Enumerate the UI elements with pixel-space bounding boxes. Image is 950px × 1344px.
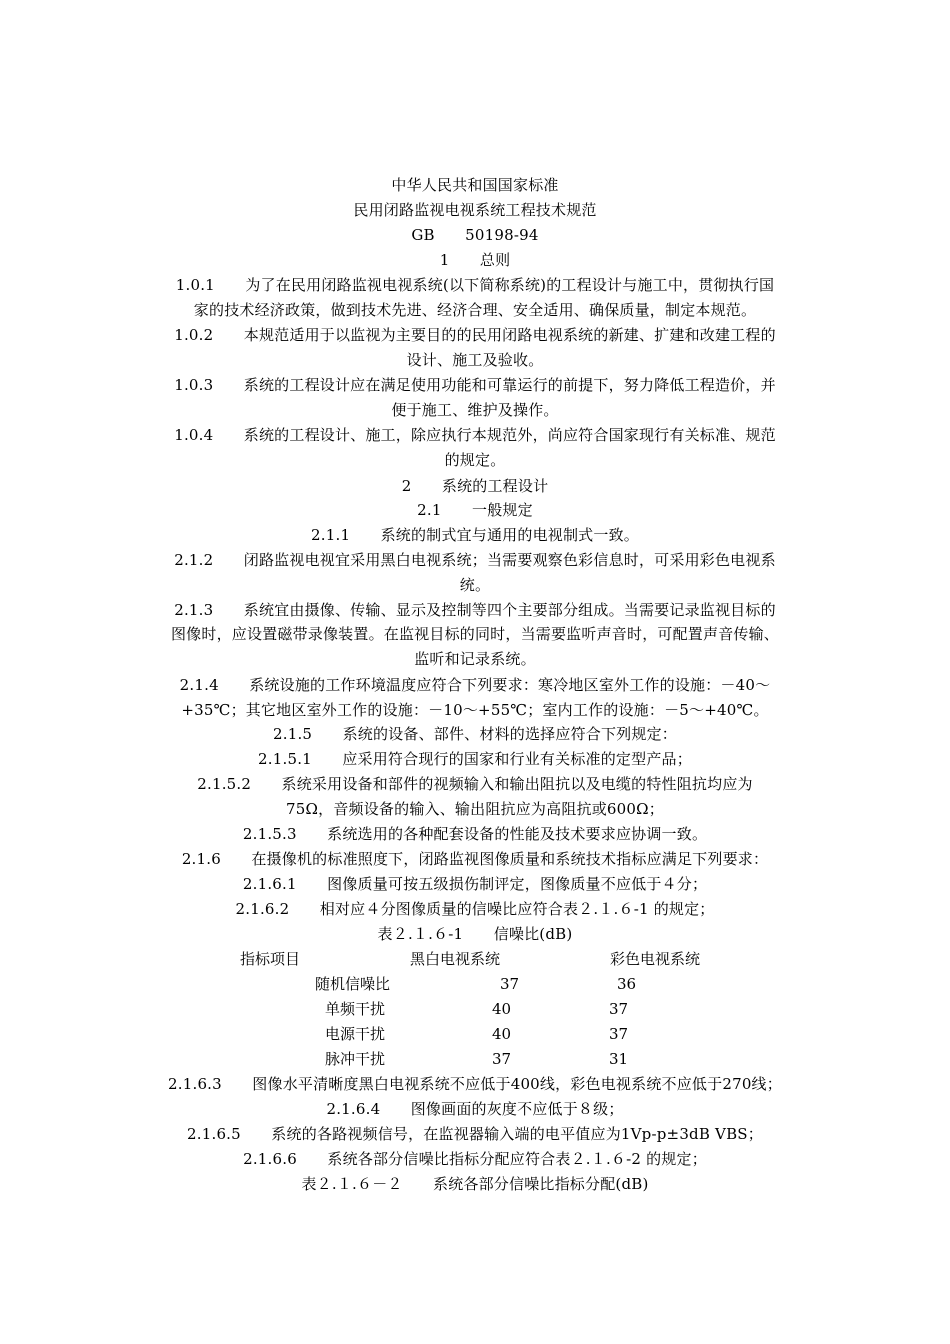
clause-1-0-1-line1: 1.0.1 为了在民用闭路监视电视系统(以下简称系统)的工程设计与施工中，贯彻执行国 bbox=[175, 276, 775, 294]
clause-2-1-6-6: 2.1.6.6 系统各部分信噪比指标分配应符合表２.１.６-2 的规定； bbox=[243, 1150, 707, 1168]
chapter-2-title: 2 系统的工程设计 bbox=[401, 477, 549, 495]
table-row-label: 单频干扰 bbox=[325, 1000, 386, 1018]
clause-2-1-5-1: 2.1.5.1 应采用符合现行的国家和行业有关标准的定型产品； bbox=[258, 750, 692, 768]
clause-2-1-5-3: 2.1.5.3 系统选用的各种配套设备的性能及技术要求应协调一致。 bbox=[242, 825, 708, 843]
clause-1-0-1-line2: 家的技术经济政策，做到技术先进、经济合理、安全适用、确保质量，制定本规范。 bbox=[193, 301, 757, 319]
clause-1-0-2-line2: 设计、施工及验收。 bbox=[406, 351, 544, 369]
clause-2-1-3-line2: 图像时，应设置磁带录像装置。在监视目标的同时，当需要监听声音时，可配置声音传输、 bbox=[170, 625, 779, 643]
table-row-color: 31 bbox=[609, 1050, 629, 1068]
clause-2-1-6: 2.1.6 在摄像机的标准照度下，闭路监视图像质量和系统技术指标应满足下列要求： bbox=[181, 850, 769, 868]
clause-1-0-2-line1: 1.0.2 本规范适用于以监视为主要目的的民用闭路电视系统的新建、扩建和改建工程的 bbox=[174, 326, 776, 344]
table-2-caption: 表２.１.６－２ 系统各部分信噪比指标分配(dB) bbox=[301, 1175, 649, 1193]
clause-2-1-1: 2.1.1 系统的制式宜与通用的电视制式一致。 bbox=[311, 526, 639, 544]
table-row-color: 37 bbox=[609, 1025, 629, 1043]
clause-2-1-3-line1: 2.1.3 系统宜由摄像、传输、显示及控制等四个主要部分组成。当需要记录监视目标的 bbox=[174, 601, 776, 619]
table-row-bw: 40 bbox=[492, 1000, 512, 1018]
table-row-label: 电源干扰 bbox=[325, 1025, 386, 1043]
doc-title: 民用闭路监视电视系统工程技术规范 bbox=[353, 201, 597, 219]
clause-1-0-3-line2: 便于施工、维护及操作。 bbox=[391, 401, 559, 419]
clause-2-1-5-2-line2: 75Ω，音频设备的输入、输出阻抗应为高阻抗或600Ω； bbox=[286, 800, 664, 818]
clause-2-1-3-line3: 监听和记录系统。 bbox=[414, 650, 536, 668]
table-1-caption: 表２.１.６-1 信噪比(dB) bbox=[377, 925, 573, 943]
clause-2-1-4-line2: +35℃；其它地区室外工作的设施：－10～+55℃；室内工作的设施：－5～+40℃。 bbox=[181, 701, 769, 719]
clause-1-0-3-line1: 1.0.3 系统的工程设计应在满足使用功能和可靠运行的前提下，努力降低工程造价，并 bbox=[174, 376, 776, 394]
doc-header-standard: 中华人民共和国国家标准 bbox=[391, 176, 559, 194]
clause-1-0-4-line1: 1.0.4 系统的工程设计、施工，除应执行本规范外，尚应符合国家现行有关标准、规范 bbox=[174, 426, 776, 444]
clause-2-1-6-3: 2.1.6.3 图像水平清晰度黑白电视系统不应低于400线，彩色电视系统不应低于270线； bbox=[168, 1075, 782, 1093]
clause-1-0-4-line2: 的规定。 bbox=[444, 451, 506, 469]
table-row-bw: 40 bbox=[492, 1025, 512, 1043]
table-row-label: 随机信噪比 bbox=[315, 975, 391, 993]
doc-code: GB 50198-94 bbox=[411, 226, 539, 244]
clause-2-1-6-1: 2.1.6.1 图像质量可按五级损伤制评定，图像质量不应低于４分； bbox=[242, 875, 708, 893]
clause-2-1-2-line1: 2.1.2 闭路监视电视宜采用黑白电视系统；当需要观察色彩信息时，可采用彩色电视系 bbox=[174, 551, 776, 569]
table-row-bw: 37 bbox=[500, 975, 520, 993]
chapter-1-title: 1 总则 bbox=[439, 251, 511, 269]
clause-2-1-5: 2.1.5 系统的设备、部件、材料的选择应符合下列规定： bbox=[273, 725, 677, 743]
table-header-color: 彩色电视系统 bbox=[610, 950, 701, 968]
clause-2-1-6-2: 2.1.6.2 相对应４分图像质量的信噪比应符合表２.１.６-1 的规定； bbox=[235, 900, 715, 918]
section-2-1-title: 2.1 一般规定 bbox=[417, 501, 533, 519]
table-header-item: 指标项目 bbox=[240, 950, 301, 968]
clause-2-1-5-2-line1: 2.1.5.2 系统采用设备和部件的视频输入和输出阻抗以及电缆的特性阻抗均应为 bbox=[197, 775, 753, 793]
clause-2-1-2-line2: 统。 bbox=[459, 576, 491, 594]
clause-2-1-4-line1: 2.1.4 系统设施的工作环境温度应符合下列要求：寒冷地区室外工作的设施：－40～ bbox=[179, 676, 771, 694]
clause-2-1-6-4: 2.1.6.4 图像画面的灰度不应低于８级； bbox=[326, 1100, 624, 1118]
table-row-color: 36 bbox=[617, 975, 637, 993]
table-header-bw: 黑白电视系统 bbox=[410, 950, 501, 968]
table-row-color: 37 bbox=[609, 1000, 629, 1018]
table-row-bw: 37 bbox=[492, 1050, 512, 1068]
clause-2-1-6-5: 2.1.6.5 系统的各路视频信号，在监视器输入端的电平值应为1Vp-p±3dB VBS； bbox=[187, 1125, 763, 1143]
table-row-label: 脉冲干扰 bbox=[325, 1050, 386, 1068]
